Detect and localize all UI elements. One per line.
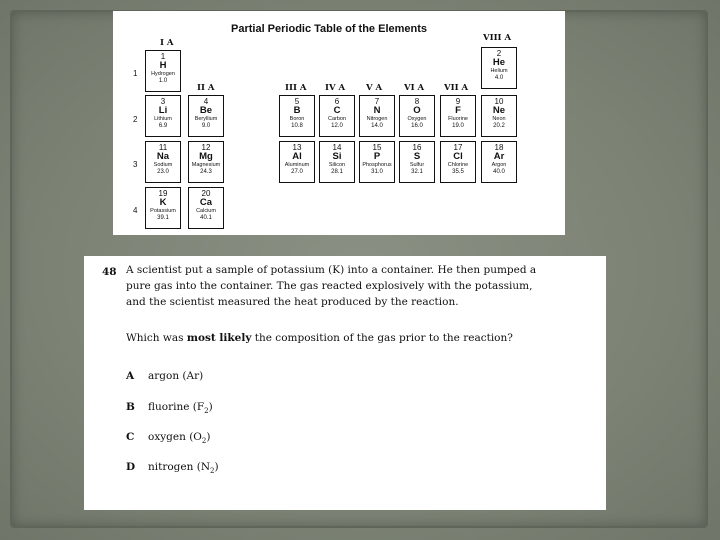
atomic-number: 12 — [201, 143, 211, 152]
atomic-mass: 23.0 — [157, 169, 169, 175]
element-name: Fluorine — [448, 116, 468, 122]
element-cell-chlorine — [440, 141, 476, 183]
element-symbol: C — [333, 105, 341, 116]
element-cell-potassium — [145, 187, 181, 229]
option-letter: C — [126, 431, 135, 443]
element-cell-sulfur — [399, 141, 435, 183]
question-prompt — [126, 332, 513, 344]
option-letter: D — [126, 461, 136, 473]
element-name: Beryllium — [194, 116, 218, 122]
atomic-number: 7 — [374, 97, 380, 106]
element-name: Oxygen — [407, 116, 427, 122]
element-symbol: H — [159, 60, 167, 71]
element-symbol: Si — [332, 151, 342, 162]
element-symbol: Cl — [453, 151, 463, 162]
atomic-number: 14 — [332, 143, 342, 152]
atomic-number: 18 — [494, 143, 504, 152]
element-cell-beryllium — [188, 95, 224, 137]
group-header-1a: I A — [160, 38, 174, 48]
option-subscript: 2 — [210, 467, 215, 476]
element-name: Argon — [491, 162, 507, 168]
element-name: Phosphorus — [362, 162, 392, 168]
option-text — [148, 461, 219, 475]
element-name: Nitrogen — [366, 116, 388, 122]
prompt-text-before: Which was — [126, 332, 187, 344]
group-header-4a: IV A — [325, 83, 346, 93]
element-symbol: B — [293, 105, 301, 116]
element-symbol: Ar — [493, 151, 505, 162]
period-label-3: 3 — [133, 160, 138, 169]
option-close: ) — [206, 431, 211, 443]
group-header-5a: V A — [366, 83, 383, 93]
element-name: Neon — [492, 116, 506, 122]
prompt-text-after: the composition of the gas prior to the reaction? — [251, 332, 513, 344]
period-label-1: 1 — [133, 69, 138, 78]
atomic-mass: 20.2 — [493, 123, 505, 129]
atomic-mass: 1.0 — [158, 78, 168, 84]
element-cell-aluminum — [279, 141, 315, 183]
element-cell-argon — [481, 141, 517, 183]
atomic-number: 4 — [203, 97, 209, 106]
option-close: ) — [208, 401, 213, 413]
element-name: Lithium — [154, 116, 172, 122]
option-subscript: 2 — [204, 407, 209, 416]
option-text — [148, 431, 211, 445]
option-label: oxygen (O — [148, 431, 202, 443]
atomic-mass: 24.3 — [200, 169, 212, 175]
option-label: fluorine (F — [148, 401, 205, 413]
atomic-mass: 40.1 — [200, 215, 212, 221]
element-symbol: Na — [156, 151, 170, 162]
element-cell-neon — [481, 95, 517, 137]
question-number: 48 — [102, 266, 117, 278]
element-cell-lithium — [145, 95, 181, 137]
atomic-mass: 39.1 — [157, 215, 169, 221]
option-label: argon (Ar) — [148, 370, 204, 382]
element-cell-calcium — [188, 187, 224, 229]
question-stem-line-2: pure gas into the container. The gas reacted explosively with the potassium, — [126, 280, 533, 292]
element-name: Hydrogen — [151, 71, 175, 77]
option-close: ) — [214, 461, 219, 473]
atomic-mass: 19.0 — [452, 123, 464, 129]
element-cell-hydrogen — [145, 50, 181, 92]
element-cell-nitrogen — [359, 95, 395, 137]
element-cell-magnesium — [188, 141, 224, 183]
question-stem-line-1: A scientist put a sample of potassium (K) into a container. He then pumped a — [126, 264, 537, 276]
atomic-mass: 32.1 — [411, 169, 423, 175]
group-header-2a: II A — [197, 83, 215, 93]
atomic-number: 20 — [201, 189, 211, 198]
atomic-number: 19 — [158, 189, 168, 198]
atomic-mass: 31.0 — [371, 169, 383, 175]
option-letter: A — [126, 370, 135, 382]
atomic-mass: 14.0 — [371, 123, 383, 129]
option-subscript: 2 — [201, 437, 207, 446]
atomic-mass: 27.0 — [291, 169, 303, 175]
atomic-number: 9 — [455, 97, 461, 106]
option-letter: B — [126, 401, 135, 413]
element-symbol: Be — [199, 105, 213, 116]
element-cell-phosphorus — [359, 141, 395, 183]
atomic-mass: 16.0 — [411, 123, 423, 129]
element-cell-silicon — [319, 141, 355, 183]
element-name: Magnesium — [191, 162, 221, 168]
atomic-number: 6 — [334, 97, 340, 106]
element-name: Sulfur — [409, 162, 425, 168]
element-name: Carbon — [327, 116, 347, 122]
element-name: Helium — [490, 68, 508, 74]
atomic-mass: 9.0 — [201, 123, 211, 129]
element-symbol: F — [455, 105, 461, 116]
question-panel — [84, 256, 606, 510]
element-cell-carbon — [319, 95, 355, 137]
element-symbol: O — [413, 105, 421, 116]
group-header-8a: VIII A — [483, 33, 512, 43]
element-name: Boron — [289, 116, 305, 122]
element-symbol: N — [373, 105, 381, 116]
element-symbol: Ca — [199, 197, 213, 208]
atomic-number: 17 — [453, 143, 463, 152]
atomic-number: 2 — [496, 49, 502, 58]
element-name: Silicon — [328, 162, 346, 168]
atomic-number: 1 — [160, 52, 166, 61]
group-header-7a: VII A — [444, 83, 469, 93]
periodic-table-panel — [113, 11, 565, 235]
element-name: Chlorine — [447, 162, 469, 168]
period-label-4: 4 — [133, 206, 138, 215]
atomic-mass: 12.0 — [331, 123, 343, 129]
atomic-mass: 6.9 — [158, 123, 168, 129]
element-symbol: P — [373, 151, 381, 162]
group-header-6a: VI A — [404, 83, 425, 93]
atomic-mass: 28.1 — [331, 169, 343, 175]
element-symbol: Li — [158, 105, 168, 116]
option-label: nitrogen (N — [148, 461, 211, 473]
atomic-mass: 4.0 — [494, 75, 504, 81]
element-symbol: Ne — [492, 105, 506, 116]
atomic-mass: 35.5 — [452, 169, 464, 175]
atomic-number: 11 — [158, 143, 168, 152]
option-text — [148, 401, 213, 415]
element-symbol: Al — [292, 151, 302, 162]
element-cell-fluorine — [440, 95, 476, 137]
element-cell-oxygen — [399, 95, 435, 137]
element-name: Potassium — [150, 208, 176, 214]
atomic-number: 15 — [372, 143, 382, 152]
question-stem-line-3: and the scientist measured the heat produced by the reaction. — [126, 296, 459, 308]
periodic-table-title: Partial Periodic Table of the Elements — [231, 23, 428, 35]
element-cell-sodium — [145, 141, 181, 183]
element-cell-helium — [481, 47, 517, 89]
element-cell-boron — [279, 95, 315, 137]
atomic-number: 5 — [294, 97, 300, 106]
atomic-mass: 10.8 — [291, 123, 303, 129]
atomic-number: 10 — [494, 97, 504, 106]
atomic-number: 3 — [160, 97, 166, 106]
element-symbol: K — [159, 197, 167, 208]
atomic-mass: 40.0 — [493, 169, 505, 175]
prompt-emphasis: most likely — [186, 332, 252, 344]
group-header-3a: III A — [285, 83, 307, 93]
element-symbol: Mg — [199, 151, 213, 162]
period-label-2: 2 — [133, 115, 138, 124]
option-text — [148, 370, 203, 382]
atomic-number: 8 — [414, 97, 420, 106]
element-name: Calcium — [196, 208, 216, 214]
element-symbol: He — [492, 57, 506, 68]
atomic-number: 16 — [412, 143, 422, 152]
element-symbol: S — [413, 151, 421, 162]
atomic-number: 13 — [292, 143, 302, 152]
element-name: Sodium — [153, 162, 173, 168]
element-name: Aluminum — [284, 162, 310, 168]
